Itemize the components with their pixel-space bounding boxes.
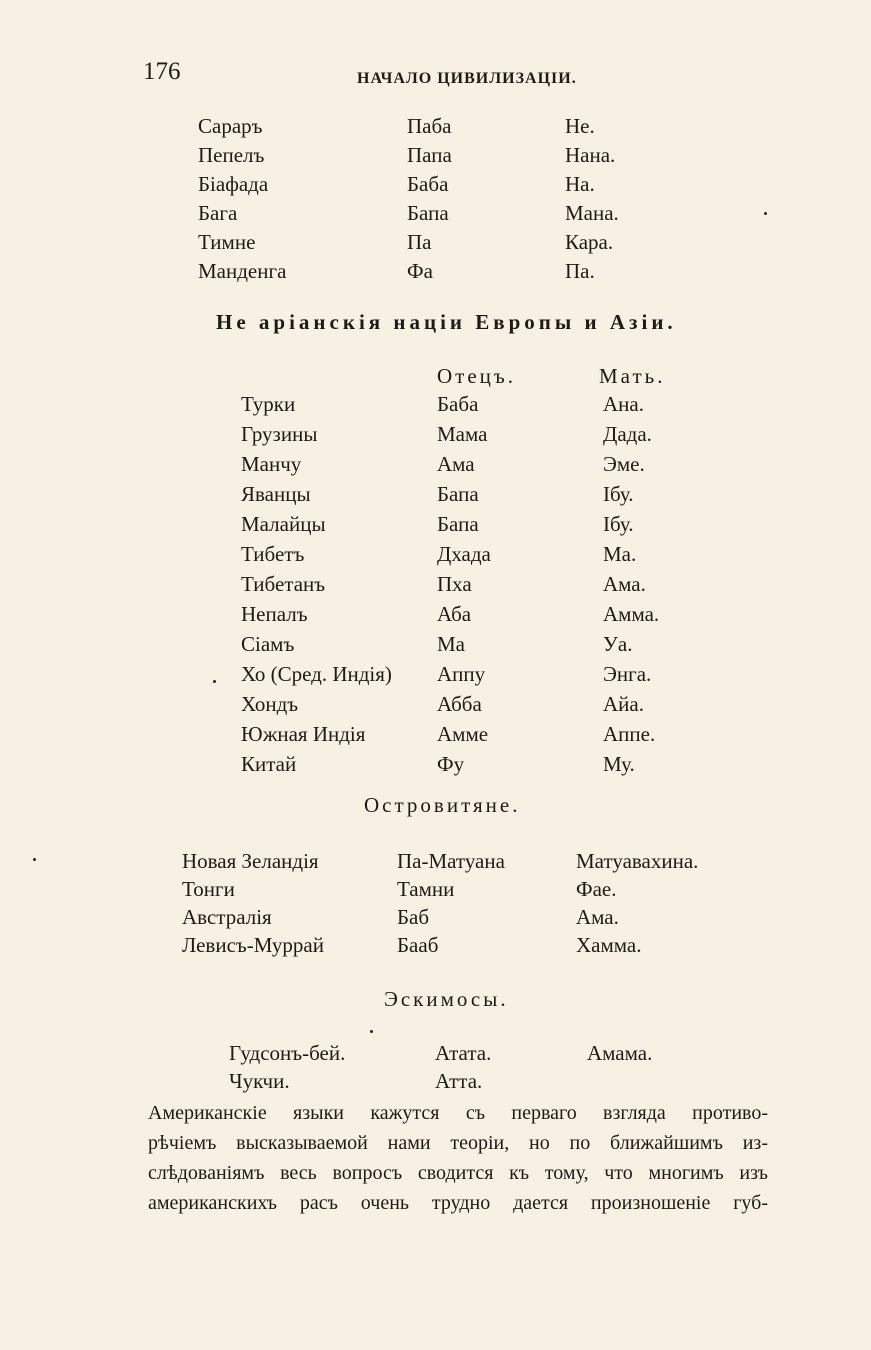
people-name: Хо (Сред. Индія) <box>241 662 392 686</box>
column-header-mother: Мать. <box>599 364 666 388</box>
father-word: Бапа <box>437 482 479 506</box>
father-word: Паба <box>407 114 452 138</box>
people-name: Тибетъ <box>241 542 305 566</box>
mother-word: Уа. <box>603 632 633 656</box>
mother-word: Кара. <box>565 230 614 254</box>
father-word: Амме <box>437 722 489 746</box>
paragraph-line: слѣдованіямъ весь вопросъ сводится къ тому, что многимъ изъ <box>148 1162 768 1184</box>
page-number: 176 <box>143 58 181 85</box>
people-name: Малайцы <box>241 512 326 536</box>
people-name: Южная Индія <box>241 722 366 746</box>
mother-word: Амма. <box>603 602 660 626</box>
mother-word: Дада. <box>603 422 652 446</box>
mother-word: Ама. <box>576 905 619 929</box>
mother-word: Нана. <box>565 143 616 167</box>
father-word: Баба <box>407 172 449 196</box>
mother-word: Эме. <box>603 452 645 476</box>
father-word: Аба <box>437 602 472 626</box>
father-word: Фу <box>437 752 465 776</box>
mother-word: Матуавахина. <box>576 849 699 873</box>
people-name: Тонги <box>182 877 235 901</box>
mother-word: Ма. <box>603 542 637 566</box>
mother-word: Аппе. <box>603 722 656 746</box>
father-word: Атата. <box>435 1041 492 1065</box>
people-name: Манденга <box>198 259 287 283</box>
mother-word: Па. <box>565 259 595 283</box>
section-heading-eskimos: Эскимосы. <box>384 987 509 1011</box>
people-name: Сараръ <box>198 114 263 138</box>
people-name: Китай <box>241 752 297 776</box>
print-speck <box>213 680 216 683</box>
people-name: Пепелъ <box>198 143 265 167</box>
mother-word: На. <box>565 172 595 196</box>
people-name: Грузины <box>241 422 318 446</box>
father-word: Бааб <box>397 933 439 957</box>
print-speck <box>764 212 767 215</box>
mother-word: Хамма. <box>576 933 642 957</box>
father-word: Аппу <box>437 662 486 686</box>
mother-word: Амама. <box>587 1041 653 1065</box>
people-name: Біафада <box>198 172 269 196</box>
father-word: Дхада <box>437 542 491 566</box>
people-name: Тимне <box>198 230 256 254</box>
mother-word: Мана. <box>565 201 619 225</box>
father-word: Абба <box>437 692 482 716</box>
mother-word: Ібу. <box>603 512 634 536</box>
paragraph-line: рѣчіемъ высказываемой нами теоріи, но по ближайшимъ из- <box>148 1132 768 1154</box>
mother-word: Ана. <box>603 392 644 416</box>
father-word: Пха <box>437 572 472 596</box>
people-name: Бага <box>198 201 238 225</box>
people-name: Манчу <box>241 452 302 476</box>
father-word: Бапа <box>437 512 479 536</box>
mother-word: Ібу. <box>603 482 634 506</box>
people-name: Левисъ-Муррай <box>182 933 324 957</box>
father-word: Па-Матуана <box>397 849 505 873</box>
father-word: Фа <box>407 259 433 283</box>
people-name: Гудсонъ-бей. <box>229 1041 346 1065</box>
father-word: Па <box>407 230 432 254</box>
father-word: Мама <box>437 422 488 446</box>
father-word: Баб <box>397 905 430 929</box>
print-speck <box>33 858 36 861</box>
mother-word: Ама. <box>603 572 646 596</box>
father-word: Тамни <box>397 877 455 901</box>
people-name: Турки <box>241 392 296 416</box>
section-heading-non-aryan: Не аріанскія націи Европы и Азіи. <box>216 310 677 334</box>
paragraph-line: Американскіе языки кажутся съ перваго взгляда противо- <box>148 1102 768 1124</box>
body-paragraph <box>148 1098 768 1218</box>
father-word: Атта. <box>435 1069 483 1093</box>
people-name: Австралія <box>182 905 272 929</box>
mother-word: Не. <box>565 114 595 138</box>
father-word: Баба <box>437 392 479 416</box>
people-name: Сіамъ <box>241 632 295 656</box>
mother-word: Фае. <box>576 877 617 901</box>
people-name: Тибетанъ <box>241 572 326 596</box>
section-heading-islanders: Островитяне. <box>364 793 521 817</box>
father-word: Ма <box>437 632 465 656</box>
paragraph-line: американскихъ расъ очень трудно дается произношеніе губ- <box>148 1192 768 1214</box>
mother-word: Му. <box>603 752 635 776</box>
people-name: Яванцы <box>241 482 311 506</box>
mother-word: Айа. <box>603 692 644 716</box>
people-name: Чукчи. <box>229 1069 290 1093</box>
people-name: Хондъ <box>241 692 299 716</box>
column-header-father: Отецъ. <box>437 364 517 388</box>
father-word: Папа <box>407 143 452 167</box>
people-name: Непалъ <box>241 602 308 626</box>
people-name: Новая Зеландія <box>182 849 319 873</box>
mother-word: Энга. <box>603 662 652 686</box>
father-word: Бапа <box>407 201 449 225</box>
father-word: Ама <box>437 452 475 476</box>
running-title: НАЧАЛО ЦИВИЛИЗАЦІИ. <box>357 70 577 87</box>
print-speck <box>370 1030 373 1033</box>
